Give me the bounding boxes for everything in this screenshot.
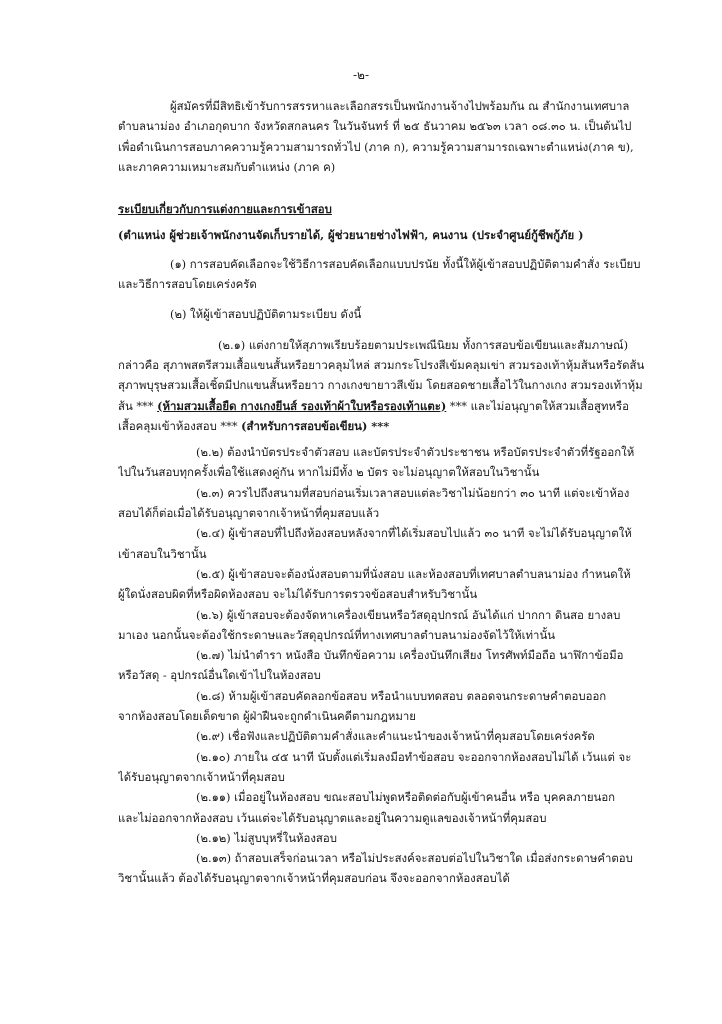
rule-item: [118, 828, 678, 848]
intro-line: เพื่อดำเนินการสอบภาคความรู้ความสามารถทั่วไป (ภาค ก), ความรู้ความสามารถเฉพาะตำแหน่ง(ภาค ข),: [118, 139, 634, 154]
rule-item: [118, 645, 678, 686]
rule-first-line: (๒.๖) ผู้เข้าสอบจะต้องจัดหาเครื่องเขียนหรือวัสดุอุปกรณ์ อันได้แก่ ปากกา ดินสอ ยางลบ: [196, 607, 621, 622]
text-run: ส้น ***: [118, 398, 158, 413]
page-number: -๒-: [352, 68, 370, 82]
text-run: *** และไม่อนุญาตให้สวมเสื้อสูทหรือ: [446, 398, 629, 413]
rule-continuation: ไปในวันสอบทุกครั้งเพื่อใช้แสดงคู่กัน หากไม่มีทั้ง ๒ บัตร จะไม่อนุญาตให้สอบในวิชานั้น: [118, 465, 540, 480]
rule-item: [118, 848, 678, 889]
rule-first-line: (๒.๘) ห้ามผู้เข้าสอบคัดลอกข้อสอบ หรือนำแบบทดสอบ ตลอดจนกระดาษคำตอบออก: [196, 688, 607, 703]
rule-2-1-line: กล่าวคือ สุภาพสตรีสวมเสื้อแขนสั้นหรือยาวคลุมไหล่ สวมกระโปรงสีเข้มคลุมเข่า สวมรองเท้าหุ้มส้นหรือรัดส้น: [118, 357, 645, 372]
rule-continuation: และไม่ออกจากห้องสอบ เว้นแต่จะได้รับอนุญาตและอยู่ในความดูแลของเจ้าหน้าที่คุมสอบ: [118, 810, 547, 825]
rule-continuation: จากห้องสอบโดยเด็ดขาด ผู้ฝ่าฝืนจะถูกดำเนินคดีตามกฎหมาย: [118, 709, 416, 724]
rule-2-1-line: (๒.๑) แต่งกายให้สุภาพเรียบร้อยตามประเพณีนิยม ทั้งการสอบข้อเขียนและสัมภาษณ์): [218, 337, 629, 352]
rule-continuation: สอบได้ก็ต่อเมื่อได้รับอนุญาตจากเจ้าหน้าที่คุมสอบแล้ว: [118, 506, 380, 521]
rule-item: [118, 442, 678, 483]
rule-item: [118, 747, 678, 788]
prohibited-attire: (ห้ามสวมเสื้อยืด กางเกงยีนส์ รองเท้าผ้าใบหรือรองเท้าแตะ): [157, 398, 447, 413]
intro-line: ตำบลนาม่อง อำเภอกุดบาก จังหวัดสกลนคร ในวันจันทร์ ที่ ๒๕ ธันวาคม ๒๕๖๓ เวลา ๐๘.๓๐ น. เป็นต้นไป: [118, 119, 632, 134]
rule-first-line: (๒.๒) ต้องนำบัตรประจำตัวสอบ และบัตรประจำตัวประชาชน หรือบัตรประจำตัวที่รัฐออกให้: [196, 445, 635, 460]
rule-continuation: หรือวัสดุ - อุปกรณ์อื่นใดเข้าไปในห้องสอบ: [118, 668, 321, 683]
rule-item: [118, 686, 678, 727]
rule-continuation: เข้าสอบในวิชานั้น: [118, 546, 207, 561]
rule-item: [118, 564, 678, 605]
rule-first-line: (๒.๑๓) ถ้าสอบเสร็จก่อนเวลา หรือไม่ประสงค์จะสอบต่อไปในวิชาใด เมื่อส่งกระดาษคำตอบ: [196, 851, 633, 866]
rule-item: [118, 726, 678, 746]
rule-first-line: (๒.๓) ควรไปถึงสนามที่สอบก่อนเริ่มเวลาสอบแต่ละวิชาไม่น้อยกว่า ๓๐ นาที แต่จะเข้าห้อง: [196, 485, 630, 500]
rule-2: (๒) ให้ผู้เข้าสอบปฏิบัติตามระเบียบ ดังนี้: [170, 307, 362, 322]
intro-line: และภาคความเหมาะสมกับตำแหน่ง (ภาค ค): [118, 159, 336, 174]
rules-list: [118, 442, 678, 889]
written-exam-note: (สำหรับการสอบข้อเขียน) ***: [241, 418, 390, 433]
positions-subheading: (ตำแหน่ง ผู้ช่วยเจ้าพนักงานจัดเก็บรายได้, ผู้ช่วยนายช่างไฟฟ้า, คนงาน (ประจำศูนย์กู้ชีพกู้ภัย ): [118, 228, 584, 243]
rule-first-line: (๒.๑๑) เมื่ออยู่ในห้องสอบ ขณะสอบไม่พูดหรือติดต่อกับผู้เข้าคนอื่น หรือ บุคคลภายนอก: [196, 790, 616, 805]
rule-item: [118, 605, 678, 646]
section-heading: ระเบียบเกี่ยวกับการแต่งกายและการเข้าสอบ: [118, 202, 332, 217]
rule-continuation: วิชานั้นแล้ว ต้องได้รับอนุญาตจากเจ้าหน้าที่คุมสอบก่อน จึงจะออกจากห้องสอบได้: [118, 871, 510, 886]
rule-first-line: (๒.๗) ไม่นำตำรา หนังสือ บันทึกข้อความ เครื่องบันทึกเสียง โทรศัพท์มือถือ นาฬิกาข้อมือ: [196, 648, 624, 663]
rule-first-line: (๒.๑๒) ไม่สูบบุหรี่ในห้องสอบ: [196, 830, 337, 845]
intro-line: ผู้สมัครที่มีสิทธิเข้ารับการสรรหาและเลือกสรรเป็นพนักงานจ้างไปพร้อมกัน ณ สำนักงานเทศบาล: [170, 99, 630, 113]
rule-first-line: (๒.๑๐) ภายใน ๔๕ นาที นับตั้งแต่เริ่มลงมือทำข้อสอบ จะออกจากห้องสอบไม่ได้ เว้นแต่ จะ: [196, 749, 632, 764]
rule-item: [118, 483, 678, 524]
rule-continuation: ผู้ใดนั่งสอบผิดที่หรือผิดห้องสอบ จะไม่ได้รับการตรวจข้อสอบสำหรับวิชานั้น: [118, 587, 478, 602]
rule-2-1-line: [118, 416, 678, 436]
rule-1-line: (๑) การสอบคัดเลือกจะใช้วิธีการสอบคัดเลือกแบบปรนัย ทั้งนี้ให้ผู้เข้าสอบปฏิบัติตามคำสั่ง ระเบียบ: [170, 256, 641, 271]
rule-first-line: (๒.๕) ผู้เข้าสอบจะต้องนั่งสอบตามที่นั่งสอบ และห้องสอบที่เทศบาลตำบลนาม่อง กำหนดให้: [196, 566, 631, 581]
rule-item: [118, 787, 678, 828]
rule-2-1-line: สุภาพบุรุษสวมเสื้อเชิ้ตมีปกแขนสั้นหรือยาว กางเกงขายาวสีเข้ม โดยสอดชายเสื้อไว้ในกางเกง สวมรองเท้าหุ้ม: [118, 378, 643, 393]
rule-first-line: (๒.๔) ผู้เข้าสอบที่ไปถึงห้องสอบหลังจากที่ได้เริ่มสอบไปแล้ว ๓๐ นาที จะไม่ได้รับอนุญาตให้: [196, 526, 632, 541]
document-body: [118, 96, 678, 889]
rule-first-line: (๒.๙) เชื่อฟังและปฏิบัติตามคำสั่งและคำแนะนำของเจ้าหน้าที่คุมสอบโดยเคร่งครัด: [196, 729, 595, 744]
rule-1-line: และวิธีการสอบโดยเคร่งครัด: [118, 277, 257, 292]
text-run: เสื้อคลุมเข้าห้องสอบ ***: [118, 418, 242, 433]
rule-continuation: มาเอง นอกนั้นจะต้องใช้กระดาษและวัสดุอุปกรณ์ที่ทางเทศบาลตำบลนาม่องจัดไว้ให้เท่านั้น: [118, 627, 556, 642]
rule-2-1-line: [118, 396, 678, 416]
rule-continuation: ได้รับอนุญาตจากเจ้าหน้าที่คุมสอบ: [118, 769, 285, 784]
rule-item: [118, 523, 678, 564]
